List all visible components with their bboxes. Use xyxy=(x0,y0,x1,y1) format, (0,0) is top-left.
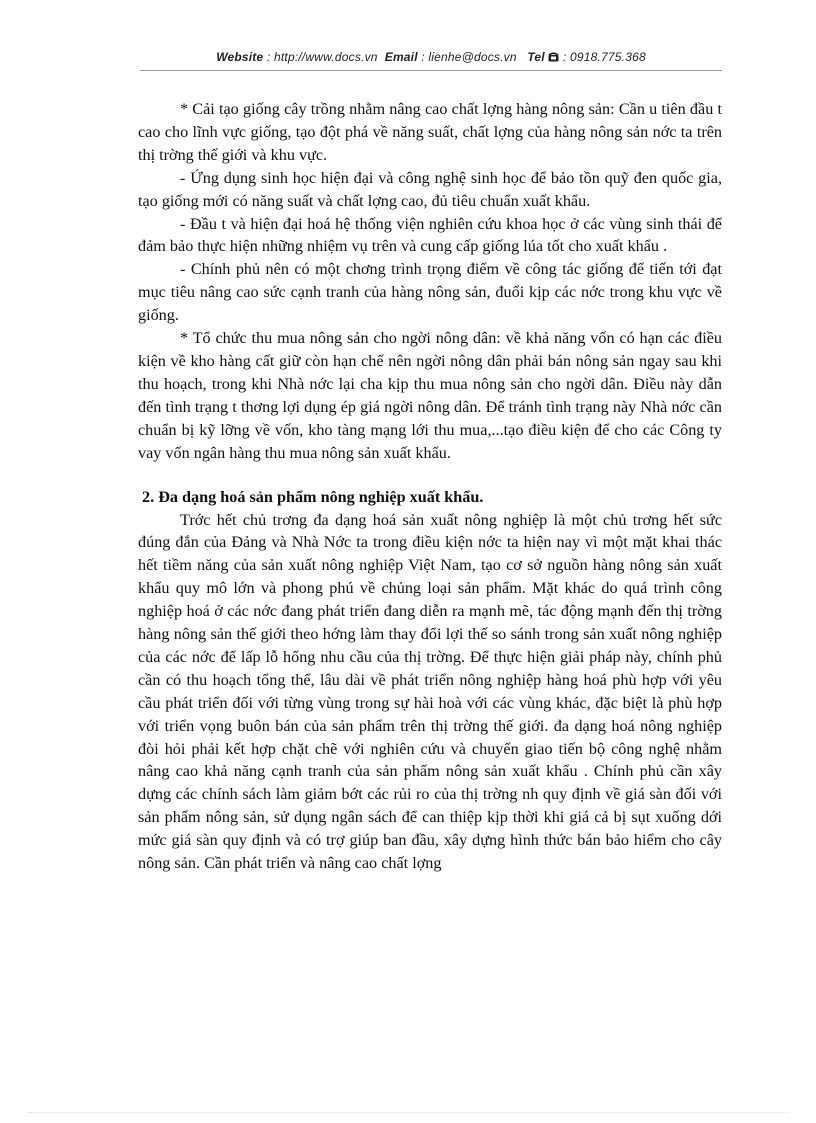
tel-label: Tel xyxy=(527,50,545,64)
paragraph-diversification: Trớc hết chủ trơng đa dạng hoá sản xuất nông nghiệp là một chủ trơng hết sức đúng đắn của Đảng và Nhà Nớc ta trong điều kiện nớc ta hiện nay vì một mặt khai thác hết tiềm năng của sản xuất nông nghiệp Việt Nam, tạo cơ sở nguồn hàng nông sản xuất khẩu quy mô lớn và phong phú về chủng loại sản phẩm. Mặt khác do quá trình công nghiệp hoá ở các nớc đang phát triển đang diễn ra mạnh mẽ, tác động mạnh đến thị trờng hàng nông sản thế giới theo hớng làm thay đổi lợi thế so sánh trong sản xuất nông nghiệp của các nớc để lấp lỗ hổng nhu cầu của thị trờng. Để thực hiện giải pháp này, chính phủ cần có thu hoạch tổng thể, lâu dài về phát triển nông nghiệp hàng hoá phù hợp với yêu cầu phát triển đối với từng vùng trong sự hài hoà với các vùng khác, đặc biệt là phù hợp với triển vọng buôn bán của sản phẩm trên thị trờng thế giới. đa dạng hoá nông nghiệp đòi hỏi phải kết hợp chặt chẽ với nghiên cứu và chuyển giao tiến bộ công nghệ nhằm nâng cao khả năng cạnh tranh của sản phẩm nông sản xuất khẩu . Chính phủ cần xây dựng các chính sách làm giảm bớt các rủi ro của thị trờng nh quy định về giá sàn đối với sản phẩm nông sản, sử dụng ngân sách để can thiệp kịp thời khi giá cả bị sụt xuống dới mức giá sàn quy định và có trợ giúp ban đầu, xây dựng hình thức bán bảo hiểm cho cây nông sản. Cần phát triển và nâng cao chất lợng xyxy=(138,510,722,873)
paragraph-purchasing: * Tổ chức thu mua nông sản cho ngời nông dân: về khả năng vốn có hạn các điều kiện về kho hàng cất giữ còn hạn chế nên ngời nông dân phải bán nông sản ngay sau khi thu hoạch, trong khi Nhà nớc lại cha kịp thu mua nông sản cho ngời dân. Điều này dẫn đến tình trạng t thơng lợi dụng ép giá ngời nông dân. Để tránh tình trạng này Nhà nớc cần chuẩn bị kỹ lỡng về vốn, kho tàng mạng lới thu mua,...tạo điều kiện để cho các Công ty vay vốn ngân hàng thu mua nông sản xuất khẩu. xyxy=(138,329,722,462)
page-bottom-border xyxy=(28,1112,788,1113)
phone-icon xyxy=(548,50,563,64)
paragraph-biotech: - Ứng dụng sinh học hiện đại và công nghệ sinh học để bảo tồn quỹ đen quốc gia, tạo giống mới có năng suất và chất lợng cao, đủ tiêu chuẩn xuất khẩu. xyxy=(138,168,722,210)
header-divider xyxy=(140,70,722,71)
email-address[interactable]: : lienhe@docs.vn xyxy=(421,50,517,64)
paragraph-seed-improvement: * Cải tạo giống cây trồng nhằm nâng cao chất lợng hàng nông sản: Cần u tiên đầu t cao cho lĩnh vực giống, tạo đột phá về năng suất, chất lợng của hàng nông sản nớc ta trên thị trờng thế giới và khu vực. xyxy=(138,100,722,164)
phone-number: : 0918.775.368 xyxy=(562,50,646,64)
paragraph-research-institutes: - Đầu t và hiện đại hoá hệ thống viện nghiên cứu khoa học ở các vùng sinh thái để đảm bảo thực hiện những nhiệm vụ trên và cung cấp giống lúa tốt cho xuất khẩu . xyxy=(138,214,722,256)
website-url[interactable]: : http://www.docs.vn xyxy=(266,50,378,64)
paragraph-government-program: - Chính phủ nên có một chơng trình trọng điểm về công tác giống để tiến tới đạt mục tiêu nâng cao sức cạnh tranh của hàng nông sản, đuổi kịp các nớc trong khu vực về giống. xyxy=(138,260,722,325)
document-body xyxy=(138,98,722,875)
section-heading: 2. Đa dạng hoá sản phẩm nông nghiệp xuất khẩu. xyxy=(142,487,484,506)
email-label: Email xyxy=(384,50,418,64)
website-label: Website xyxy=(216,50,264,64)
page-header xyxy=(140,50,722,64)
